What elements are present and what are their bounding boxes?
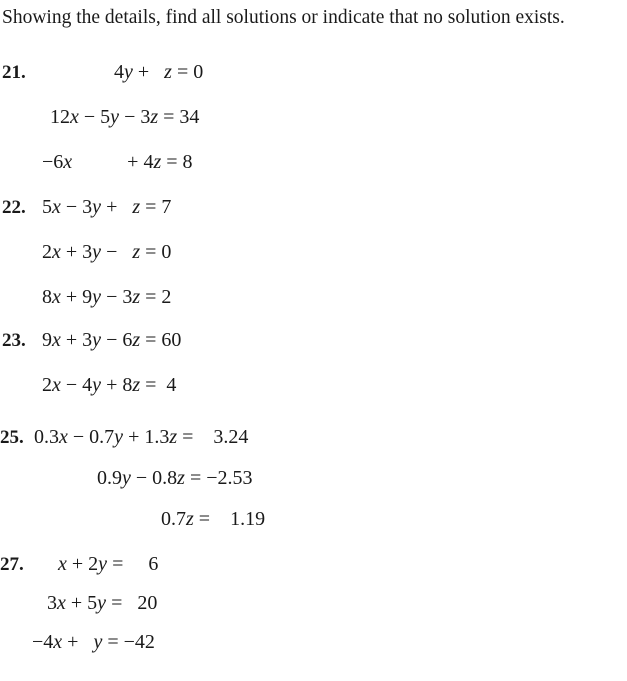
term: − 0.7: [67, 426, 115, 448]
equation-23-2: [42, 374, 176, 397]
term: = −2.53: [184, 467, 253, 489]
term: + 3: [60, 241, 93, 263]
problem-number-25: 25.: [0, 427, 24, 448]
variable: y: [92, 196, 102, 218]
variable: x: [58, 553, 67, 575]
variable: z: [132, 286, 141, 308]
term: = 7: [140, 196, 172, 218]
term: 2: [42, 241, 52, 263]
variable: y: [97, 592, 107, 614]
equation-27-2: [47, 592, 157, 615]
term: −4: [32, 631, 54, 653]
variable: x: [52, 241, 61, 263]
variable: x: [52, 374, 61, 396]
variable: y: [92, 241, 102, 263]
equation-23-1: [42, 329, 181, 352]
variable: z: [177, 467, 185, 489]
term: 3: [47, 592, 57, 614]
equation-21-2: [50, 106, 199, 129]
problem-number-27: 27.: [0, 554, 24, 575]
equation-22-1: [42, 196, 171, 219]
term: 0.3: [34, 426, 59, 448]
variable: x: [59, 426, 68, 448]
term: 0.9: [97, 467, 122, 489]
term: 0.7: [161, 508, 186, 530]
term: − 4: [60, 374, 93, 396]
term: + 4: [72, 151, 154, 173]
variable: z: [169, 426, 178, 448]
term: − 5: [78, 106, 111, 128]
variable: z: [132, 196, 141, 218]
term: 2: [42, 374, 52, 396]
equation-27-3: [32, 631, 155, 654]
term: + 2: [66, 553, 99, 575]
term: +: [132, 61, 165, 83]
equation-21-1: [114, 61, 203, 84]
variable: y: [92, 374, 102, 396]
equation-22-2: [42, 241, 171, 264]
term: + 9: [60, 286, 93, 308]
term: 12: [50, 106, 70, 128]
term: − 6: [101, 329, 133, 351]
term: − 0.8: [130, 467, 178, 489]
term: = 0: [140, 241, 172, 263]
equation-27-1: [58, 553, 158, 576]
variable: z: [150, 106, 159, 128]
term: +: [62, 631, 94, 653]
variable: z: [186, 508, 194, 530]
term: = 2: [140, 286, 172, 308]
variable: x: [63, 151, 73, 173]
variable: z: [132, 374, 141, 396]
term: = 34: [158, 106, 200, 128]
instructions: Showing the details, find all solutions or indicate that no solution exists.: [2, 7, 565, 28]
variable: y: [122, 467, 131, 489]
variable: x: [57, 592, 66, 614]
variable: y: [114, 426, 124, 448]
variable: x: [52, 329, 61, 351]
variable: z: [153, 151, 162, 173]
term: − 3: [119, 106, 151, 128]
problem-number-22: 22.: [2, 197, 26, 218]
term: = 20: [106, 592, 158, 614]
term: −: [101, 241, 133, 263]
term: + 3: [60, 329, 93, 351]
variable: y: [98, 553, 108, 575]
term: = 4: [140, 374, 177, 396]
problem-number-21: 21.: [2, 62, 26, 83]
equation-22-3: [42, 286, 171, 309]
term: = 0: [171, 61, 204, 83]
term: = 60: [140, 329, 182, 351]
term: 9: [42, 329, 52, 351]
variable: x: [52, 196, 61, 218]
variable: x: [52, 286, 61, 308]
variable: y: [92, 286, 102, 308]
term: 8: [42, 286, 52, 308]
term: + 8: [101, 374, 133, 396]
term: + 1.3: [123, 426, 170, 448]
variable: y: [110, 106, 120, 128]
variable: x: [53, 631, 63, 653]
term: = 1.19: [193, 508, 266, 530]
term: − 3: [60, 196, 93, 218]
equation-25-3: [161, 508, 265, 531]
variable: x: [70, 106, 79, 128]
term: −6: [42, 151, 64, 173]
term: = 8: [161, 151, 193, 173]
term: − 3: [101, 286, 133, 308]
equation-21-3: [42, 151, 193, 174]
variable: z: [132, 241, 141, 263]
equation-25-1: [34, 426, 248, 449]
variable: z: [132, 329, 141, 351]
term: 5: [42, 196, 52, 218]
term: +: [101, 196, 133, 218]
problem-number-23: 23.: [2, 330, 26, 351]
term: = −42: [102, 631, 155, 653]
variable: y: [124, 61, 133, 83]
variable: z: [164, 61, 172, 83]
term: + 5: [65, 592, 98, 614]
term: = 3.24: [177, 426, 249, 448]
term: 4: [114, 61, 124, 83]
term: = 6: [107, 553, 159, 575]
equation-25-2: [97, 467, 253, 490]
variable: y: [92, 329, 102, 351]
variable: y: [93, 631, 103, 653]
